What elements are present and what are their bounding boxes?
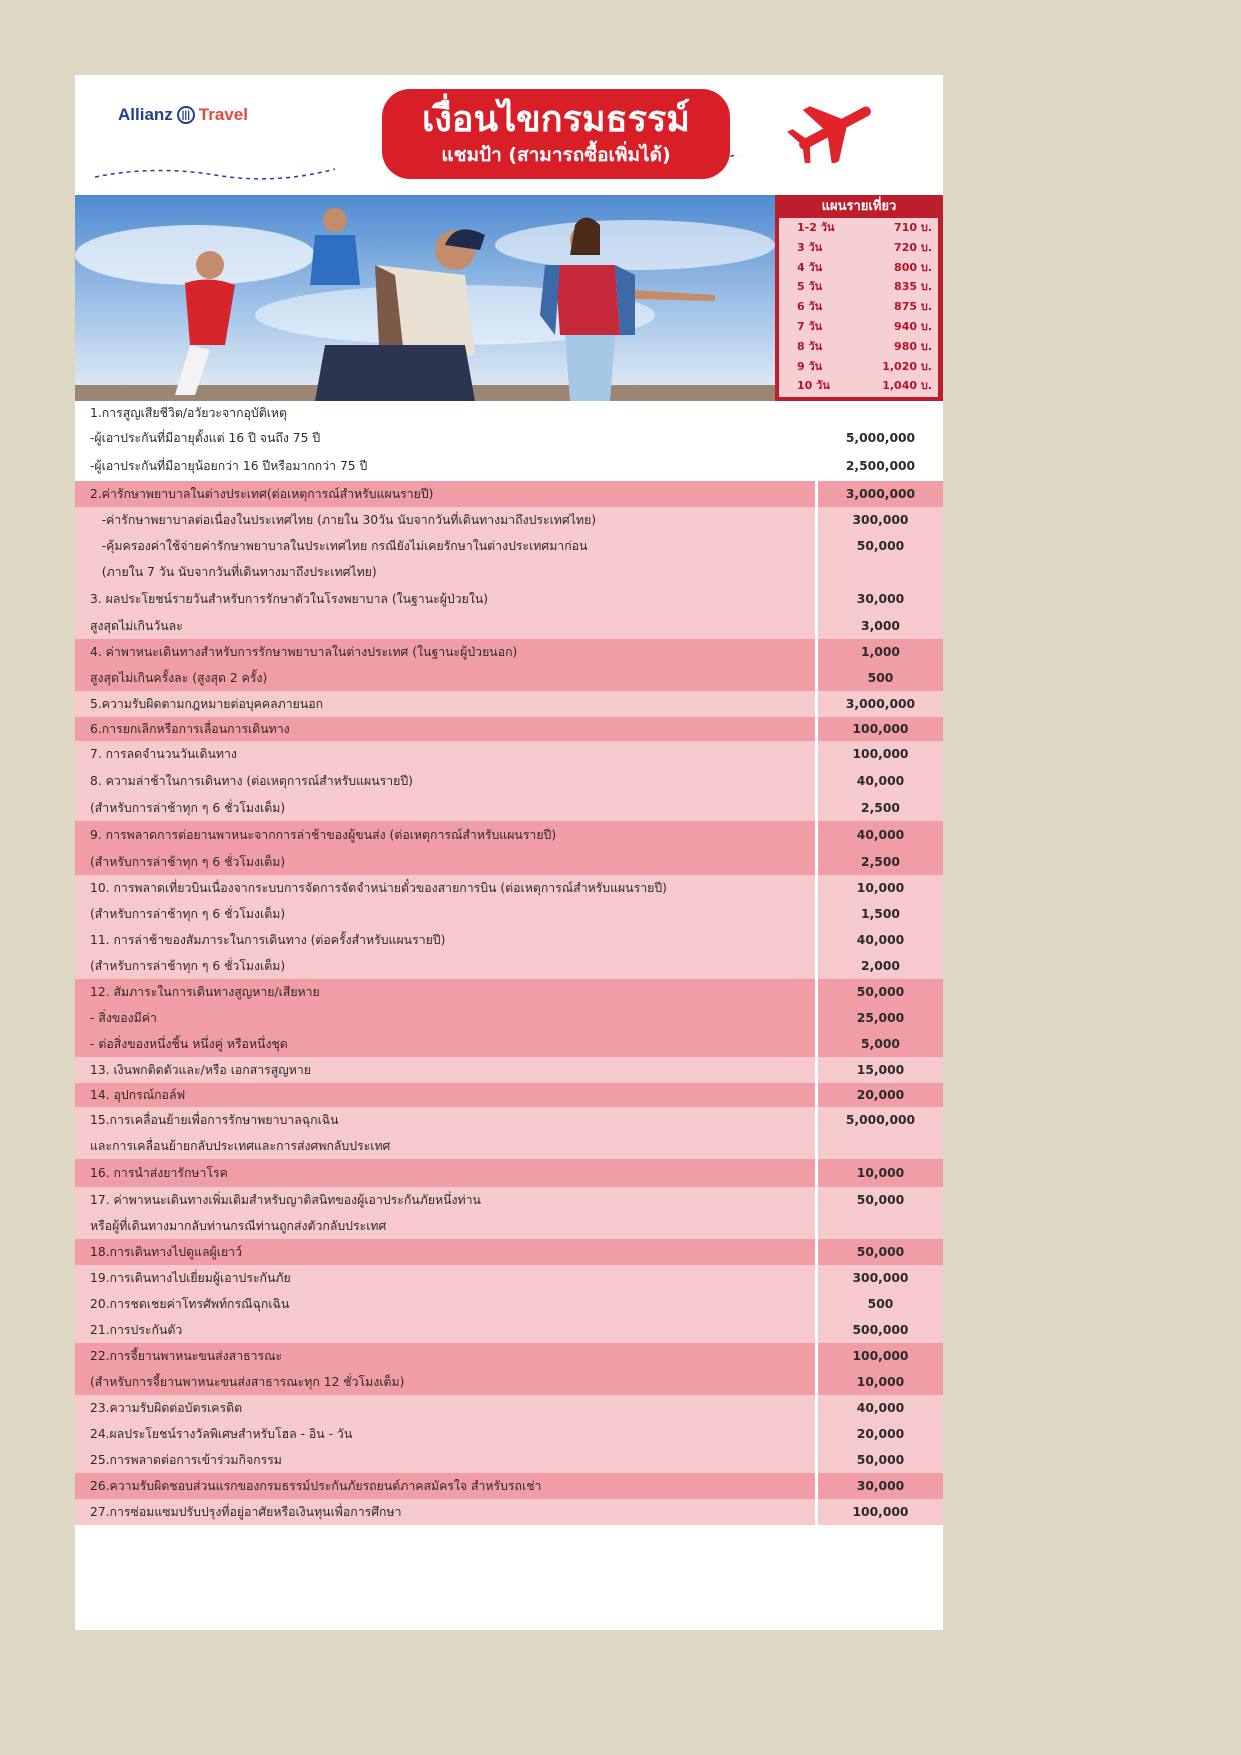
coverage-row — [75, 1369, 943, 1395]
coverage-label: 23.ความรับผิดต่อบัตรเครดิต — [90, 1400, 243, 1415]
price-row-days: 5 วัน — [797, 280, 823, 294]
price-row-price: 835 บ. — [894, 280, 932, 294]
coverage-amount: 25,000 — [815, 1005, 943, 1031]
coverage-amount: 100,000 — [815, 717, 943, 741]
coverage-amount: 2,000 — [815, 953, 943, 979]
coverage-row — [75, 1031, 943, 1057]
coverage-label: สูงสุดไม่เกินครั้งละ (สูงสุด 2 ครั้ง) — [90, 670, 268, 685]
coverage-label: 5.ความรับผิดตามกฎหมายต่อบุคคลภายนอก — [90, 696, 324, 711]
coverage-amount: 300,000 — [815, 1265, 943, 1291]
price-row-price: 980 บ. — [894, 339, 932, 353]
price-row — [779, 376, 938, 396]
coverage-label: และการเคลื่อนย้ายกลับประเทศและการส่งศพกลับประเทศ — [90, 1138, 391, 1153]
coverage-label: -คุ้มครองค่าใช้จ่ายค่ารักษาพยาบาลในประเทศไทย กรณียังไม่เคยรักษาในต่างประเทศมาก่อน — [90, 538, 588, 553]
price-row — [779, 277, 938, 297]
coverage-row — [75, 979, 943, 1005]
coverage-amount: 2,500 — [815, 849, 943, 875]
coverage-row — [75, 585, 943, 613]
coverage-label: 12. สัมภาระในการเดินทางสูญหาย/เสียหาย — [90, 984, 320, 999]
coverage-label: -ผู้เอาประกันที่มีอายุน้อยกว่า 16 ปีหรือมากกว่า 75 ปี — [75, 457, 815, 476]
coverage-label: 14. อุปกรณ์กอล์ฟ — [90, 1087, 186, 1102]
coverage-amount: 20,000 — [815, 1421, 943, 1447]
coverage-row — [75, 1107, 943, 1133]
price-table-header: แผนรายเที่ยว — [821, 199, 897, 214]
coverage-row — [75, 1057, 943, 1083]
coverage-amount: 20,000 — [815, 1083, 943, 1107]
coverage-row — [75, 1447, 943, 1473]
coverage-amount — [815, 401, 943, 425]
coverage-row — [75, 425, 943, 451]
coverage-row — [75, 717, 943, 741]
coverage-amount: 40,000 — [815, 767, 943, 795]
coverage-label: 21.การประกันตัว — [90, 1322, 183, 1337]
price-row-price: 940 บ. — [894, 319, 932, 333]
coverage-label: 18.การเดินทางไปดูแลผู้เยาว์ — [90, 1244, 242, 1259]
coverage-amount: 50,000 — [815, 533, 943, 559]
price-row-days: 3 วัน — [797, 240, 823, 254]
coverage-amount: 500 — [815, 1291, 943, 1317]
coverage-row — [75, 849, 943, 875]
price-row-days: 6 วัน — [797, 300, 823, 314]
coverage-label: (สำหรับการล่าช้าทุก ๆ 6 ชั่วโมงเต็ม) — [90, 906, 286, 921]
brand-name-allianz: Allianz — [118, 105, 173, 124]
coverage-label: 13. เงินพกติดตัวและ/หรือ เอกสารสูญหาย — [90, 1062, 311, 1077]
price-row-price: 720 บ. — [894, 240, 932, 254]
coverage-row — [75, 1499, 943, 1525]
coverage-row — [75, 1317, 943, 1343]
coverage-label: 25.การพลาดต่อการเข้าร่วมกิจกรรม — [90, 1452, 282, 1467]
coverage-label: 6.การยกเลิกหรือการเลื่อนการเดินทาง — [90, 721, 290, 736]
coverage-label: - ต่อสิ่งของหนึ่งชิ้น หนึ่งคู่ หรือหนึ่งชุด — [90, 1036, 288, 1051]
coverage-amount: 50,000 — [815, 1447, 943, 1473]
coverage-row — [75, 481, 943, 507]
coverage-amount: 1,500 — [815, 901, 943, 927]
coverage-amount — [815, 1213, 943, 1239]
coverage-amount: 3,000 — [815, 613, 943, 639]
coverage-amount: 50,000 — [815, 1239, 943, 1265]
price-row-price: 800 บ. — [894, 260, 932, 274]
brand-logo — [118, 105, 248, 125]
coverage-amount: 500 — [815, 665, 943, 691]
price-row — [779, 218, 938, 238]
allianz-eagle-icon: ||| — [177, 106, 195, 124]
coverage-amount — [815, 559, 943, 585]
coverage-row — [75, 507, 943, 533]
coverage-label: (ภายใน 7 วัน นับจากวันที่เดินทางมาถึงประเทศไทย) — [90, 564, 377, 579]
coverage-amount: 40,000 — [815, 1395, 943, 1421]
coverage-row — [75, 1343, 943, 1369]
coverage-amount: 5,000 — [815, 1031, 943, 1057]
title-banner — [382, 89, 730, 179]
coverage-label: 10. การพลาดเที่ยวบินเนื่องจากระบบการจัดการจัดจำหน่ายตั๋วของสายการบิน (ต่อเหตุการณ์สำหรับแผนรายปี) — [90, 880, 667, 895]
price-row-price: 875 บ. — [894, 300, 932, 314]
price-row-price: 710 บ. — [894, 221, 932, 234]
coverage-amount: 3,000,000 — [815, 481, 943, 507]
coverage-row — [75, 795, 943, 821]
coverage-amount: 10,000 — [815, 1159, 943, 1187]
coverage-amount: 5,000,000 — [815, 1107, 943, 1133]
coverage-label: -ค่ารักษาพยาบาลต่อเนื่องในประเทศไทย (ภายใน 30วัน นับจากวันที่เดินทางมาถึงประเทศไทย) — [90, 512, 597, 527]
coverage-label: 16. การนำส่งยารักษาโรค — [90, 1165, 228, 1180]
page-subtitle: แชมป้า (สามารถซื้อเพิ่มได้) — [441, 144, 671, 166]
coverage-row — [75, 821, 943, 849]
coverage-label: (สำหรับการจี้ยานพาหนะขนส่งสาธารณะทุก 12 ชั่วโมงเต็ม) — [90, 1374, 405, 1389]
price-row-price: 1,020 บ. — [882, 359, 932, 373]
price-row — [779, 317, 938, 337]
coverage-table — [75, 401, 943, 1525]
coverage-label: 1.การสูญเสียชีวิต/อวัยวะจากอุบัติเหตุ — [75, 404, 815, 423]
price-row-days: 9 วัน — [797, 359, 823, 373]
coverage-label: 27.การซ่อมแซมปรับปรุงที่อยู่อาศัยหรือเงินทุนเพื่อการศึกษา — [90, 1504, 402, 1519]
coverage-label: 4. ค่าพาหนะเดินทางสำหรับการรักษาพยาบาลในต่างประเทศ (ในฐานะผู้ป่วยนอก) — [90, 644, 518, 659]
price-row-days: 8 วัน — [797, 339, 823, 353]
price-row — [779, 357, 938, 377]
coverage-row — [75, 1133, 943, 1159]
coverage-amount: 30,000 — [815, 585, 943, 613]
airplane-icon — [775, 93, 895, 163]
coverage-row — [75, 559, 943, 585]
coverage-row — [75, 401, 943, 425]
coverage-row — [75, 613, 943, 639]
price-row-days: 4 วัน — [797, 260, 823, 274]
price-row — [779, 297, 938, 317]
coverage-row — [75, 767, 943, 795]
travelers-photo — [75, 195, 775, 401]
coverage-row — [75, 1473, 943, 1499]
coverage-amount — [815, 1133, 943, 1159]
coverage-row — [75, 1187, 943, 1213]
coverage-label: 2.ค่ารักษาพยาบาลในต่างประเทศ(ต่อเหตุการณ์สำหรับแผนรายปี) — [90, 486, 434, 501]
coverage-row — [75, 639, 943, 665]
coverage-label: 9. การพลาดการต่อยานพาหนะจากการล่าช้าของผู้ขนส่ง (ต่อเหตุการณ์สำหรับแผนรายปี) — [90, 827, 557, 842]
coverage-amount: 30,000 — [815, 1473, 943, 1499]
price-row-days: 10 วัน — [797, 379, 830, 393]
coverage-label: (สำหรับการล่าช้าทุก ๆ 6 ชั่วโมงเต็ม) — [90, 958, 286, 973]
coverage-label: 20.การชดเชยค่าโทรศัพท์กรณีฉุกเฉิน — [90, 1296, 290, 1311]
brand-name-travel: Travel — [198, 105, 248, 124]
coverage-amount: 10,000 — [815, 875, 943, 901]
coverage-amount: 500,000 — [815, 1317, 943, 1343]
coverage-label: (สำหรับการล่าช้าทุก ๆ 6 ชั่วโมงเต็ม) — [90, 800, 286, 815]
price-table — [775, 195, 943, 401]
coverage-label: 3. ผลประโยชน์รายวันสำหรับการรักษาตัวในโรงพยาบาล (ในฐานะผู้ป่วยใน) — [90, 591, 489, 606]
coverage-row — [75, 1265, 943, 1291]
page-title: เงื่อนไขกรมธรรม์ — [421, 99, 691, 140]
coverage-amount: 50,000 — [815, 979, 943, 1005]
price-row-days: 1-2 วัน — [797, 221, 835, 234]
price-table-body — [779, 218, 938, 397]
coverage-amount: 2,500 — [815, 795, 943, 821]
coverage-row — [75, 1083, 943, 1107]
coverage-amount: 15,000 — [815, 1057, 943, 1083]
coverage-label: หรือผู้ที่เดินทางมากลับท่านกรณีท่านถูกส่งตัวกลับประเทศ — [90, 1218, 387, 1233]
coverage-amount: 50,000 — [815, 1187, 943, 1213]
coverage-label: 7. การลดจำนวนวันเดินทาง — [90, 746, 237, 761]
coverage-label: 22.การจี้ยานพาหนะขนส่งสาธารณะ — [90, 1348, 283, 1363]
coverage-row — [75, 533, 943, 559]
coverage-row — [75, 875, 943, 901]
coverage-row — [75, 953, 943, 979]
coverage-row — [75, 1291, 943, 1317]
coverage-amount: 5,000,000 — [815, 425, 943, 451]
coverage-row — [75, 927, 943, 953]
coverage-amount: 100,000 — [815, 741, 943, 767]
price-row — [779, 337, 938, 357]
coverage-row — [75, 1159, 943, 1187]
coverage-row — [75, 1395, 943, 1421]
price-row-price: 1,040 บ. — [882, 379, 932, 393]
coverage-amount: 300,000 — [815, 507, 943, 533]
coverage-amount: 1,000 — [815, 639, 943, 665]
price-row — [779, 238, 938, 258]
coverage-label: สูงสุดไม่เกินวันละ — [90, 618, 183, 633]
coverage-row — [75, 1239, 943, 1265]
coverage-label: 15.การเคลื่อนย้ายเพื่อการรักษาพยาบาลฉุกเฉิน — [90, 1112, 339, 1127]
coverage-row — [75, 1213, 943, 1239]
coverage-label: -ผู้เอาประกันที่มีอายุตั้งแต่ 16 ปี จนถึง 75 ปี — [75, 429, 815, 448]
price-row-days: 7 วัน — [797, 319, 823, 333]
coverage-row — [75, 1421, 943, 1447]
coverage-amount: 2,500,000 — [815, 451, 943, 481]
coverage-label: (สำหรับการล่าช้าทุก ๆ 6 ชั่วโมงเต็ม) — [90, 854, 286, 869]
coverage-amount: 10,000 — [815, 1369, 943, 1395]
policy-sheet — [75, 75, 943, 1630]
coverage-amount: 100,000 — [815, 1343, 943, 1369]
coverage-label: 24.ผลประโยชน์รางวัลพิเศษสำหรับโฮล - อิน - วัน — [90, 1426, 353, 1441]
coverage-row — [75, 901, 943, 927]
coverage-label: 26.ความรับผิดชอบส่วนแรกของกรมธรรม์ประกันภัยรถยนต์ภาคสมัครใจ สำหรับรถเช่า — [90, 1478, 542, 1493]
coverage-amount: 3,000,000 — [815, 691, 943, 717]
coverage-row — [75, 665, 943, 691]
coverage-label: 19.การเดินทางไปเยี่ยมผู้เอาประกันภัย — [90, 1270, 291, 1285]
price-row — [779, 258, 938, 278]
coverage-amount: 100,000 — [815, 1499, 943, 1525]
coverage-amount: 40,000 — [815, 927, 943, 953]
coverage-label: 8. ความล่าช้าในการเดินทาง (ต่อเหตุการณ์สำหรับแผนรายปี) — [90, 773, 413, 788]
coverage-label: - สิ่งของมีค่า — [90, 1010, 157, 1025]
coverage-row — [75, 741, 943, 767]
coverage-row — [75, 691, 943, 717]
coverage-row — [75, 451, 943, 481]
coverage-amount: 40,000 — [815, 821, 943, 849]
coverage-row — [75, 1005, 943, 1031]
coverage-label: 17. ค่าพาหนะเดินทางเพิ่มเติมสำหรับญาติสนิทของผู้เอาประกันภัยหนึ่งท่าน — [90, 1192, 481, 1207]
coverage-label: 11. การล่าช้าของสัมภาระในการเดินทาง (ต่อครั้งสำหรับแผนรายปี) — [90, 932, 446, 947]
